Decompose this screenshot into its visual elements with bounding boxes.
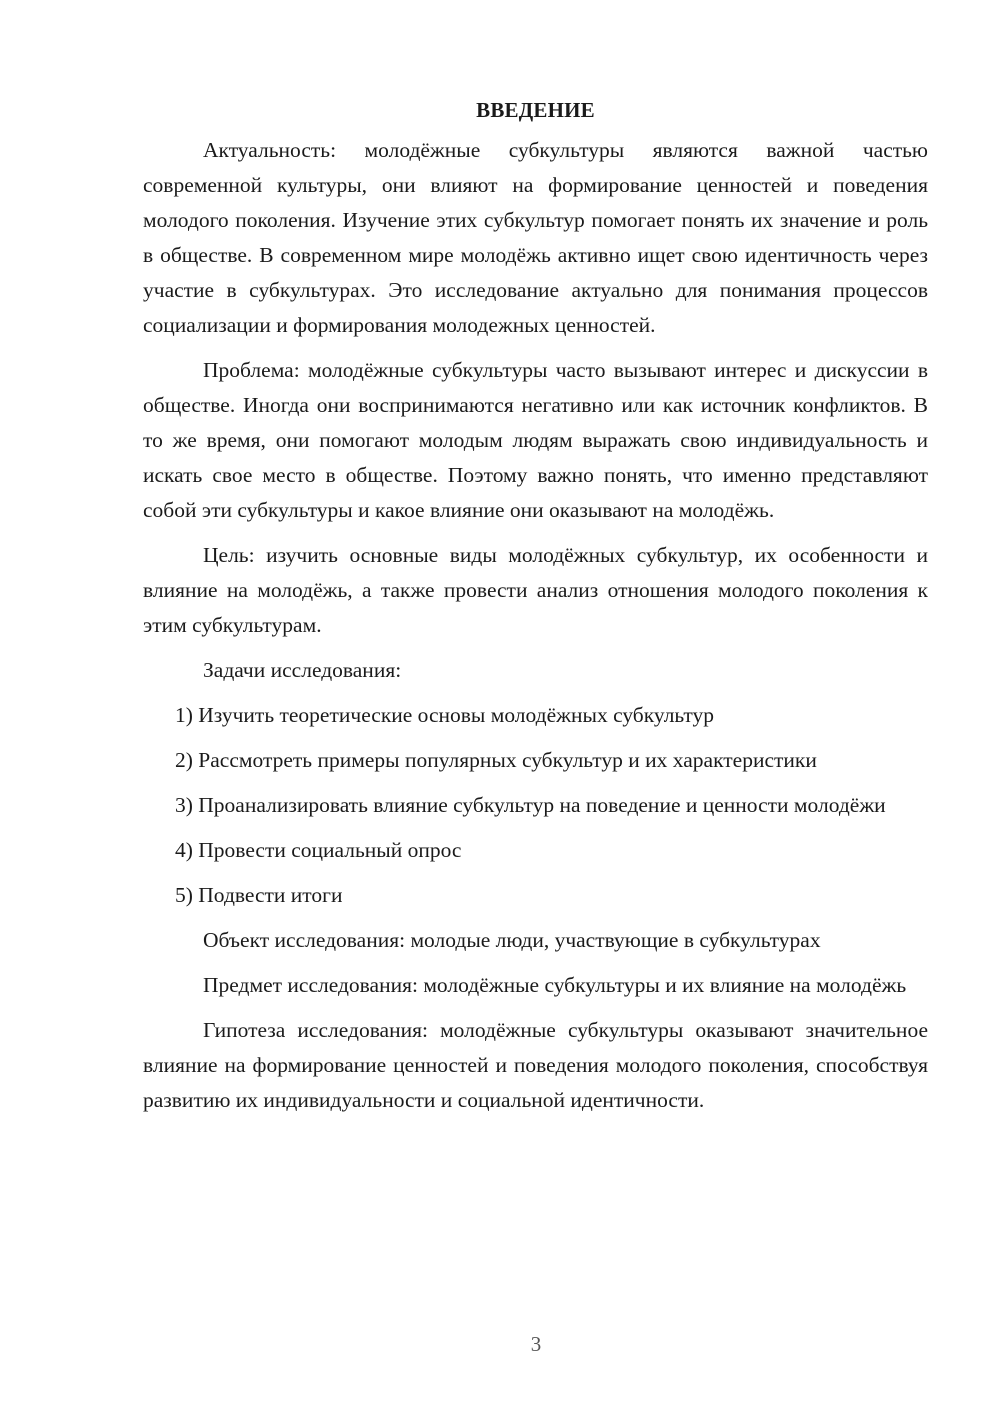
task-item-2: 2) Рассмотреть примеры популярных субкультур и их характеристики bbox=[175, 748, 817, 772]
page-title: ВВЕДЕНИЕ bbox=[476, 98, 595, 122]
problem-paragraph: Проблема: молодёжные субкультуры часто вызывают интерес и дискуссии в обществе. Иногда они воспринимаются негативно или как источник конфликтов. В то же время, они помогают молодым людям выражать свою индивидуальность и искать свое место в обществе. Поэтому важно понять, что именно представляют собой эти субкультуры и какое влияние они оказывают на молодёжь. bbox=[143, 358, 928, 522]
subject-paragraph: Предмет исследования: молодёжные субкультуры и их влияние на молодёжь bbox=[203, 973, 907, 997]
tasks-heading: Задачи исследования: bbox=[203, 658, 402, 682]
task-item-5: 5) Подвести итоги bbox=[175, 883, 343, 907]
hypothesis-paragraph: Гипотеза исследования: молодёжные субкультуры оказывают значительное влияние на формирование ценностей и поведения молодого поколения, способствуя развитию их индивидуальности и социальной идентичности. bbox=[143, 1018, 928, 1112]
task-item-3: 3) Проанализировать влияние субкультур на поведение и ценности молодёжи bbox=[175, 793, 886, 817]
relevance-paragraph: Актуальность: молодёжные субкультуры являются важной частью современной культуры, они влияют на формирование ценностей и поведения молодого поколения. Изучение этих субкультур помогает понять их значение и роль в обществе. В современном мире молодёжь активно ищет свою идентичность через участие в субкультурах. Это исследование актуально для понимания процессов социализации и формирования молодежных ценностей. bbox=[143, 138, 928, 337]
page-number: 3 bbox=[530, 1332, 542, 1356]
task-item-4: 4) Провести социальный опрос bbox=[175, 838, 462, 862]
object-paragraph: Объект исследования: молодые люди, участвующие в субкультурах bbox=[203, 928, 821, 952]
page-content bbox=[143, 92, 928, 1128]
task-item-1: 1) Изучить теоретические основы молодёжных субкультур bbox=[175, 703, 715, 727]
goal-paragraph: Цель: изучить основные виды молодёжных субкультур, их особенности и влияние на молодёжь, а также провести анализ отношения молодого поколения к этим субкультурам. bbox=[143, 543, 928, 637]
